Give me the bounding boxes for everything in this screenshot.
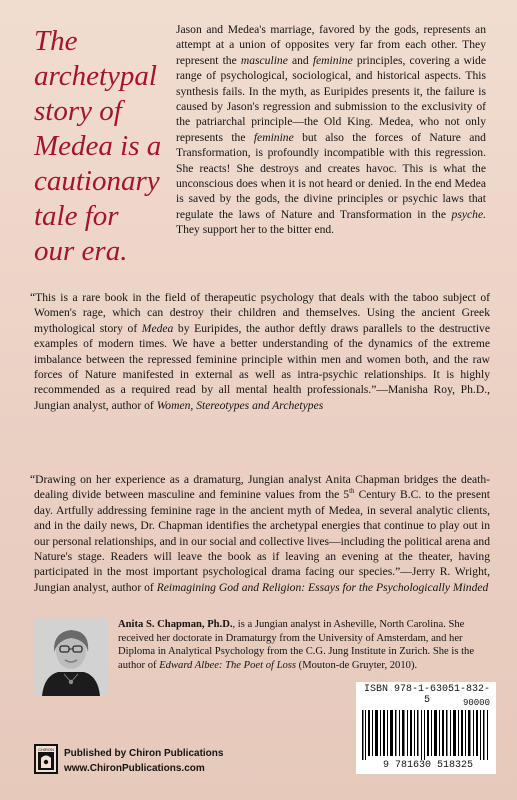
barcode-number: 9 781630 518325 xyxy=(382,760,473,771)
isbn-barcode xyxy=(356,682,496,774)
pull-quote-line: Medea is a xyxy=(34,130,162,162)
price-code: 90000 xyxy=(462,698,490,708)
logo-text: CHIRON xyxy=(38,747,54,752)
pull-quote-line: story of xyxy=(34,95,122,127)
intro-text: Jason and Medea's marriage, favored by the gods, represents an attempt at a union of opposites very far from each other. They represent the xyxy=(176,23,486,67)
pull-quote-line: tale for xyxy=(34,200,119,232)
endorsement-roy xyxy=(30,290,490,413)
bio-text: (Mouton-de Gruyter, 2010). xyxy=(296,659,418,671)
publisher-name: Published by Chiron Publications xyxy=(64,748,224,759)
bio-book-title: Edward Albee: The Poet of Loss xyxy=(159,659,297,671)
isbn-label: ISBN 978-1-63051-832-5 xyxy=(363,684,491,706)
author-bio xyxy=(118,618,488,672)
chiron-logo-icon xyxy=(34,744,58,774)
endorsement-book-title: Women, Stereotypes and Archetypes xyxy=(156,398,324,412)
publisher-logo xyxy=(34,744,58,774)
intro-paragraph xyxy=(176,22,486,238)
author-name: Anita S. Chapman, Ph.D. xyxy=(118,619,233,630)
endorsement-text: “This is a rare book in the field of therapeutic psychology that deals with the taboo subject of Women's rage, which can destroy their children and themselves. Using the ancient Greek mythological story of xyxy=(30,291,490,335)
intro-text: but also the forces of Nature and Transformation, is profoundly incompatible with this regression. She reacts! She destroys and creates havoc. This is what the unconscious does when it is not heard or denied. In the end Medea is saved by the gods, the divine principles or psychic laws that regulate the laws of Nature and Transformation in the xyxy=(176,130,486,221)
endorsement-emphasis: Medea xyxy=(141,321,174,335)
pull-quote-line: our era. xyxy=(34,235,128,267)
intro-emphasis: feminine xyxy=(312,53,353,67)
intro-emphasis: masculine xyxy=(240,53,288,67)
pull-quote-line: The xyxy=(34,25,78,57)
endorsement-text: Century B.C. to the present day. Artfully addressing feminine rage in the ancient myth of Medea, in several analytic clients, and in the daily news, Dr. Chapman identifies the archetypal energies that continue to play out in our personal relationships, and in our social and collective lives—including the political arena and Nature's stage. Readers will leave the book as if leaving an evening at the theater, having participated in the most important psychological drama facing our species.”—Jerry R. Wright, Jungian analyst, author of xyxy=(34,488,490,594)
endorsement-text: “Drawing on her experience as a dramaturg, Jungian analyst Anita Chapman bridges the death-dealing divide between masculine and feminine values from the 5 xyxy=(30,473,490,502)
author-portrait-image xyxy=(34,618,108,696)
intro-text: They support her to the bitter end. xyxy=(176,223,335,237)
pull-quote xyxy=(34,24,164,269)
bio-text: , is a Jungian analyst in Asheville, North Carolina. She received her doctorate in Dramaturgy from the University of Amsterdam, and her Diploma in Analytical Psychology from the C.G. Jung Institute in Zurich. She is the author of xyxy=(118,619,475,671)
intro-emphasis: feminine xyxy=(253,130,294,144)
pull-quote-line: cautionary xyxy=(34,165,160,197)
intro-text: principles, covering a wide range of psychological, sociological, and historical aspects. This synthesis fails. In the myth, as Euripides presents it, the failure is caused by Jason's regression and submission to the exclusivity of the patriarchal principle—the Old King. Medea, who not only represents the xyxy=(176,53,486,144)
publisher-website: www.ChironPublications.com xyxy=(64,763,205,774)
pull-quote-line: archetypal xyxy=(34,60,157,92)
intro-emphasis: psyche. xyxy=(451,207,486,221)
superscript: th xyxy=(349,487,355,496)
endorsement-wright xyxy=(30,472,490,595)
publisher-info xyxy=(64,746,223,776)
endorsement-text: by Euripides, the author deftly draws parallels to the destructive examples of modern times. We have a better understanding of the dynamics of the extreme imbalance between the repressed feminine principle within men and women both, and the raw forces of Nature manifested in external as well as intra-psychic relationships. It is highly recommended as a required read by all mental health professionals.”—Manisha Roy, Ph.D., Jungian analyst, author of xyxy=(34,321,490,412)
intro-text: and xyxy=(287,53,313,67)
endorsement-book-title: Reimagining God and Religion: Essays for the Psychologically Minded xyxy=(156,580,489,594)
barcode-bars xyxy=(360,710,492,760)
author-photo xyxy=(34,618,108,696)
